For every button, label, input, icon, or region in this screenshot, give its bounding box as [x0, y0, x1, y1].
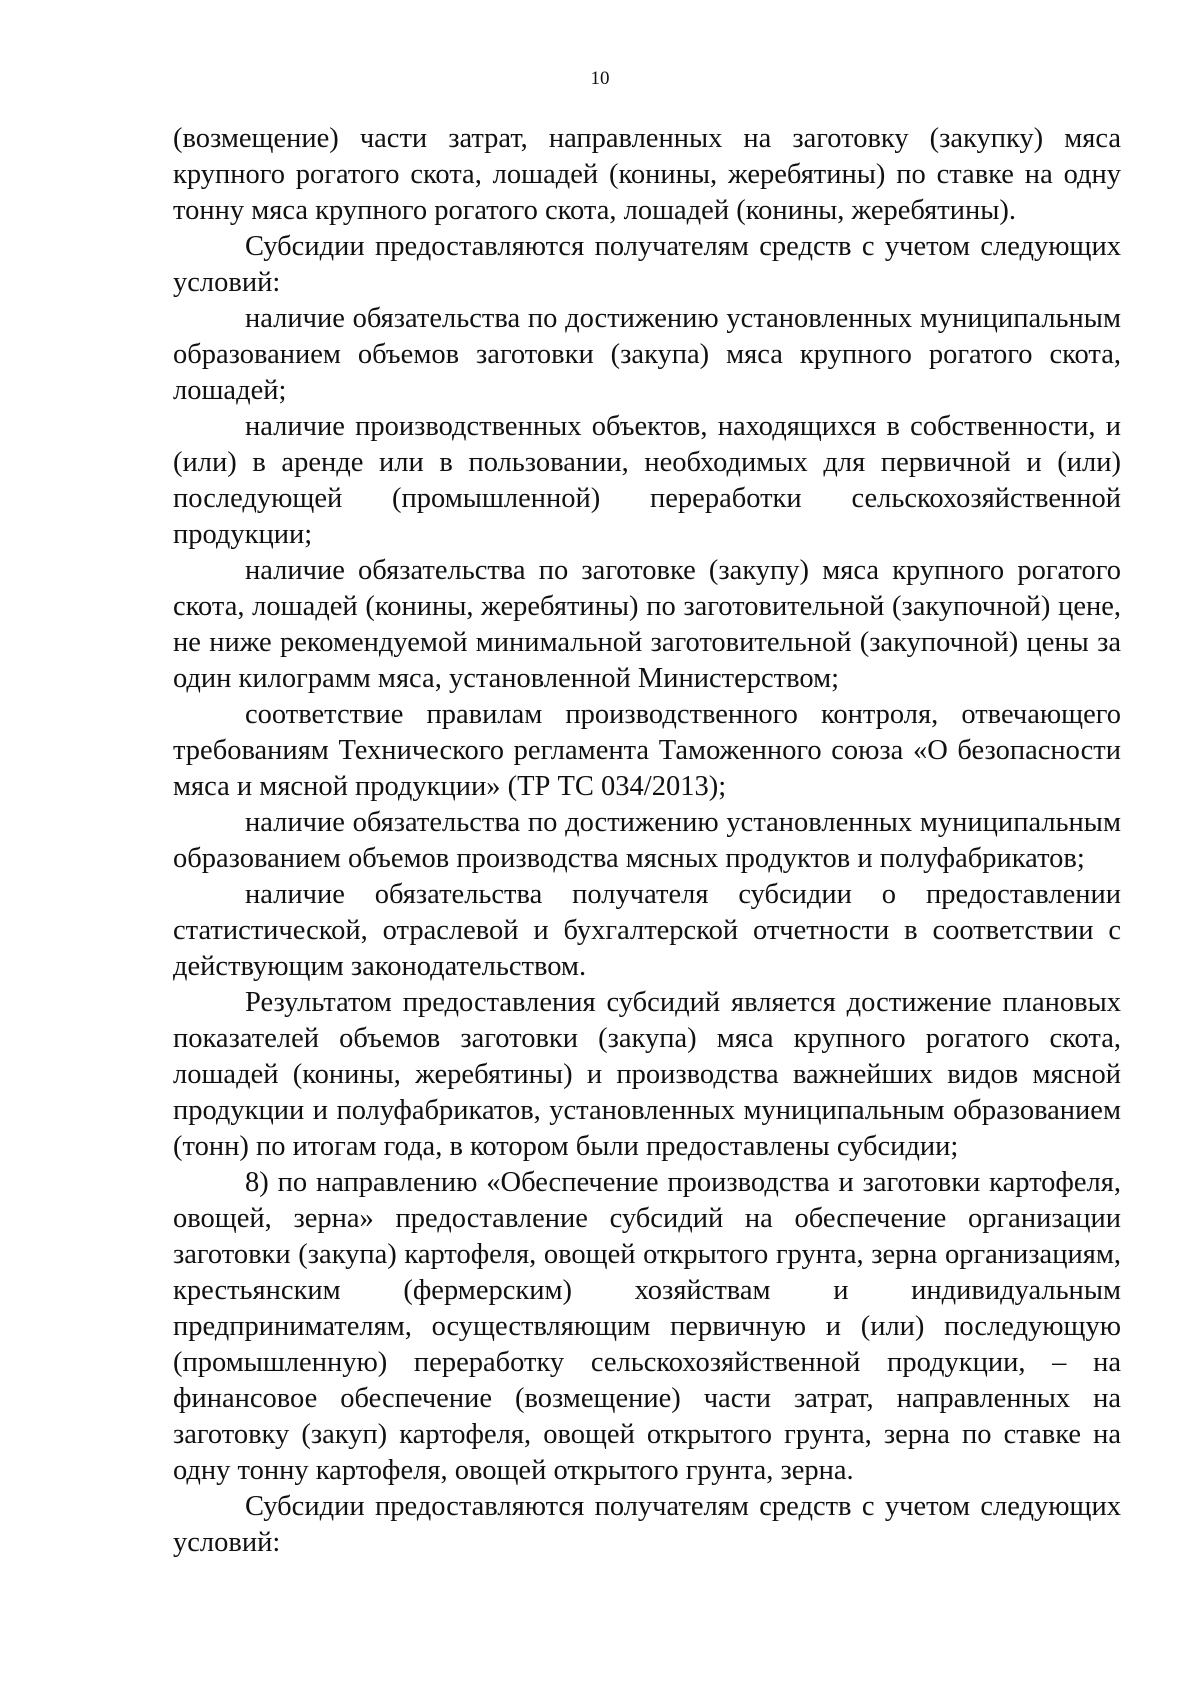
paragraph-subsidy-result: Результатом предоставления субсидий является достижение плановых показателей объемов заготовки (закупа) мяса крупного рогатого скота, лошадей (конины, жеребятины) и производства важнейших видов мясной продукции и полуфабрикатов, установленных муниципальным образованием (тонн) по итогам года, в котором были предоставлены субсидии; [173, 987, 1121, 1162]
paragraph-condition-reporting: наличие обязательства получателя субсидии о предоставлении статистической, отраслевой и бухгалтерской отчетности в соответствии с действующим законодательством. [173, 879, 1121, 982]
page-number: 10 [590, 68, 610, 89]
paragraph-condition-production-volume: наличие обязательства по достижению установленных муниципальным образованием объемов производства мясных продуктов и полуфабрикатов; [173, 807, 1121, 874]
paragraph-condition-production-facilities: наличие производственных объектов, находящихся в собственности, и (или) в аренде или в пользовании, необходимых для первичной и (или) последующей (промышленной) переработки сельскохозяйственной продукции; [173, 411, 1121, 550]
document-body [173, 121, 1121, 1561]
paragraph-condition-production-control: соответствие правилам производственного контроля, отвечающего требованиям Технического регламента Таможенного союза «О безопасности мяса и мясной продукции» (ТР ТС 034/2013); [173, 699, 1121, 802]
paragraph-condition-procurement-price: наличие обязательства по заготовке (закупу) мяса крупного рогатого скота, лошадей (конины, жеребятины) по заготовительной (закупочной) цене, не ниже рекомендуемой минимальной заготовительной (закупочной) цены за один килограмм мяса, установленной Министерством; [173, 555, 1121, 694]
paragraph-subsidy-conditions-intro-2: Субсидии предоставляются получателям средств с учетом следующих условий: [173, 1491, 1121, 1558]
paragraph-item-8: 8) по направлению «Обеспечение производства и заготовки картофеля, овощей, зерна» предоставление субсидий на обеспечение организации заготовки (закупа) картофеля, овощей открытого грунта, зерна организациям, крестьянским (фермерским) хозяйствам и индивидуальным предпринимателям, осуществляющим первичную и (или) последующую (промышленную) переработку сельскохозяйственной продукции, – на финансовое обеспечение (возмещение) части затрат, направленных на заготовку (закуп) картофеля, овощей открытого грунта, зерна по ставке на одну тонну картофеля, овощей открытого грунта, зерна. [173, 1167, 1121, 1486]
paragraph-continuation: (возмещение) части затрат, направленных на заготовку (закупку) мяса крупного рогатого скота, лошадей (конины, жеребятины) по ставке на одну тонну мяса крупного рогатого скота, лошадей (конины, жеребятины). [173, 123, 1121, 226]
paragraph-condition-procurement-volume: наличие обязательства по достижению установленных муниципальным образованием объемов заготовки (закупа) мяса крупного рогатого скота, лошадей; [173, 303, 1121, 406]
paragraph-subsidy-conditions-intro: Субсидии предоставляются получателям средств с учетом следующих условий: [173, 231, 1121, 298]
